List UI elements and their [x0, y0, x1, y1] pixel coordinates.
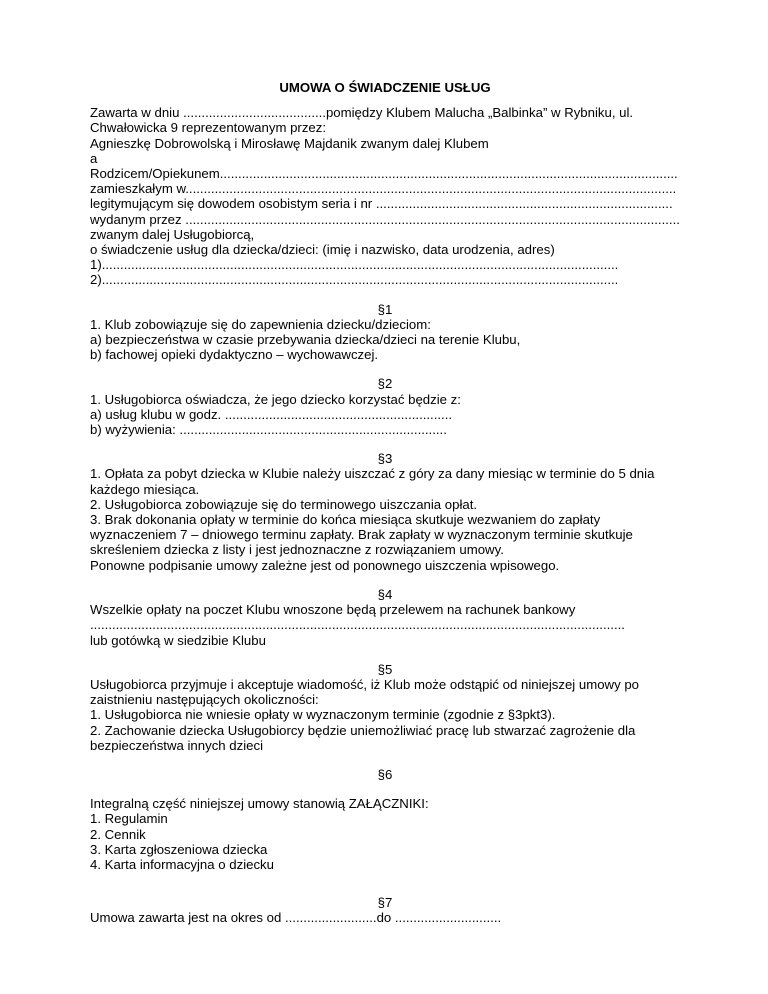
section-line: Umowa zawarta jest na okres od .........................do .............................	[90, 910, 502, 926]
section-line: lub gotówką w siedzibie Klubu	[90, 632, 266, 648]
intro-line: zamieszkałym w......................................................................................................................................	[90, 181, 677, 197]
intro-line: 2).............................................................................................................................................	[90, 272, 619, 288]
section-heading: §3	[377, 451, 393, 467]
section-line: b) wyżywienia: .........................................................................	[90, 422, 447, 438]
section-line: Ponowne podpisanie umowy zależne jest od ponownego uiszczenia wpisowego.	[90, 557, 560, 573]
section-heading: §2	[377, 376, 393, 392]
section-line: 4. Karta informacyjna o dziecku	[90, 856, 274, 872]
section-heading: §6	[377, 766, 393, 782]
section-line: a) bezpieczeństwa w czasie przebywania dziecka/dzieci na terenie Klubu,	[90, 332, 521, 348]
section-line: 1. Usługobiorca nie wniesie opłaty w wyznaczonym terminie (zgodnie z §3pkt3).	[90, 707, 556, 723]
intro-line: wydanym przez .......................................................................................................................................	[90, 211, 680, 227]
section-heading: §4	[377, 586, 393, 602]
section-3	[90, 451, 680, 573]
section-4	[90, 587, 680, 648]
section-line: Usługobiorca przyjmuje i akceptuje wiadomość, iż Klub może odstąpić od niniejszej umowy po	[90, 676, 640, 692]
section-line: 1. Opłata za pobyt dziecka w Klubie należy uiszczać z góry za dany miesiąc w terminie do 5 dnia	[90, 466, 655, 482]
intro-line: Zawarta w dniu .......................................pomiędzy Klubem Malucha „Balbinka” w Rybniku, ul.	[90, 105, 634, 121]
section-line: 1. Usługobiorca oświadcza, że jego dziecko korzystać będzie z:	[90, 391, 461, 407]
section-line: 2. Cennik	[90, 826, 146, 842]
section-1	[90, 302, 680, 363]
section-line: Integralną część niniejszej umowy stanowią ZAŁĄCZNIKI:	[90, 796, 429, 812]
section-2	[90, 376, 680, 437]
contract-document	[90, 80, 680, 926]
document-title: UMOWA O ŚWIADCZENIE USŁUG	[279, 80, 491, 95]
section-6	[90, 767, 680, 872]
section-heading: §5	[377, 661, 393, 677]
section-line: 3. Brak dokonania opłaty w terminie do końca miesiąca skutkuje wezwaniem do zapłaty	[90, 512, 601, 528]
intro-line: 1).............................................................................................................................................	[90, 257, 619, 273]
section-heading: §7	[377, 895, 393, 911]
section-line: 2. Zachowanie dziecka Usługobiorcy będzie uniemożliwiać pracę lub stwarzać zagrożenie dla	[90, 722, 636, 738]
intro-block	[90, 105, 680, 287]
section-heading: §1	[377, 301, 393, 317]
intro-line: legitymującym się dowodem osobistym seria i nr .................................................................................	[90, 196, 673, 212]
section-line: skreśleniem dziecka z listy i jest jednoznaczne z rozwiązaniem umowy.	[90, 542, 504, 558]
intro-line: Agnieszkę Dobrowolską i Mirosławę Majdanik zwanym dalej Klubem	[90, 135, 489, 151]
intro-line: zwanym dalej Usługobiorcą,	[90, 226, 255, 242]
section-line: 1. Klub zobowiązuje się do zapewnienia dziecku/dzieciom:	[90, 316, 431, 332]
section-line: wyznaczeniem 7 – dniowego terminu zapłaty. Brak zapłaty w wyznaczonym terminie skutkuje	[90, 527, 633, 543]
section-line: 1. Regulamin	[90, 811, 168, 827]
section-line: 2. Usługobiorca zobowiązuje się do terminowego uiszczania opłat.	[90, 496, 478, 512]
section-line: 3. Karta zgłoszeniowa dziecka	[90, 841, 268, 857]
intro-line: o świadczenie usług dla dziecka/dzieci: (imię i nazwisko, data urodzenia, adres)	[90, 242, 555, 258]
section-line: bezpieczeństwa innych dzieci	[90, 737, 263, 753]
intro-line: Chwałowicka 9 reprezentowanym przez:	[90, 120, 327, 136]
section-7	[90, 895, 680, 925]
section-line: zaistnieniu następujących okoliczności:	[90, 692, 319, 708]
intro-line: Rodzicem/Opiekunem.............................................................................................................................	[90, 166, 678, 182]
section-line: a) usług klubu w godz. ..............................................................	[90, 406, 453, 422]
section-line: b) fachowej opieki dydaktyczno – wychowawczej.	[90, 347, 379, 363]
section-5	[90, 662, 680, 753]
intro-line: a	[90, 150, 98, 166]
section-line: ..................................................................................................................................................	[90, 617, 625, 633]
section-line: Wszelkie opłaty na poczet Klubu wnoszone będą przelewem na rachunek bankowy	[90, 602, 576, 618]
section-line: każdego miesiąca.	[90, 481, 200, 497]
